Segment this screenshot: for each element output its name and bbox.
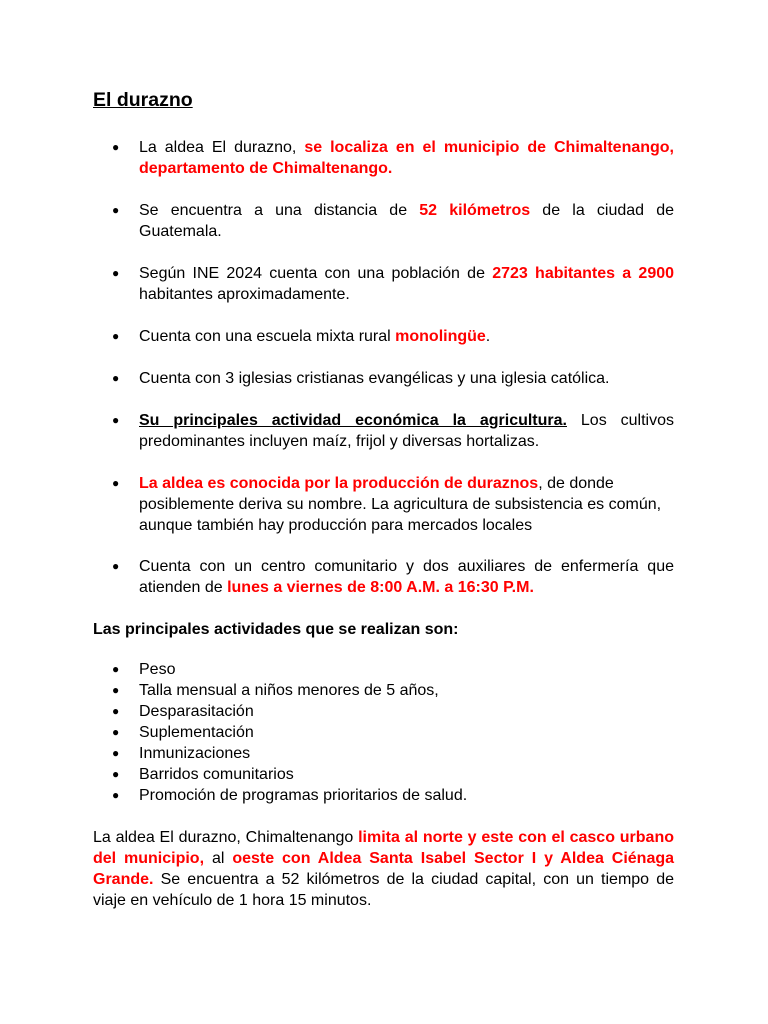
item-text: de la ciudad de Guatemala.	[139, 202, 674, 240]
list-item	[112, 764, 674, 785]
bullet-icon: ●	[112, 767, 120, 781]
item-text: , de donde posiblemente deriva su nombre. La agricultura de subsistencia es común, aunque también hay producción para mercados locales	[139, 475, 662, 534]
document-title: El durazno	[93, 89, 193, 111]
paragraph-text: Se encuentra a 52 kilómetros de la ciudad capital, con un tiempo de viaje en vehículo de 1 hora 15 minutos.	[93, 871, 674, 909]
list-item	[112, 680, 674, 701]
list-item	[112, 743, 674, 764]
list-item	[112, 556, 674, 598]
highlight-text: 2723 habitantes a 2900	[492, 265, 675, 282]
closing-paragraph	[93, 827, 674, 911]
activity-label: Barridos comunitarios	[139, 766, 294, 783]
list-item	[112, 473, 674, 536]
bullet-icon: ●	[112, 140, 120, 154]
highlight-text: lunes a viernes de 8:00 A.M. a 16:30 P.M.	[227, 579, 534, 596]
item-text: habitantes aproximadamente.	[139, 286, 350, 303]
item-text: Cuenta con 3 iglesias cristianas evangélicas y una iglesia católica.	[139, 370, 610, 387]
bullet-icon: ●	[112, 559, 120, 573]
item-text: Cuenta con una escuela mixta rural	[139, 328, 396, 345]
bullet-icon: ●	[112, 704, 120, 718]
bullet-icon: ●	[112, 203, 120, 217]
list-item	[112, 785, 674, 806]
emphasis-text: Su principales actividad económica la agricultura.	[139, 412, 567, 429]
bullet-icon: ●	[112, 683, 120, 697]
bullet-icon: ●	[112, 329, 120, 343]
activity-label: Suplementación	[139, 724, 254, 741]
item-text: Los cultivos predominantes incluyen maíz, frijol y diversas hortalizas.	[139, 412, 674, 450]
list-item	[112, 200, 674, 242]
highlight-text: 52 kilómetros	[419, 202, 531, 219]
highlight-text: monolingüe	[395, 328, 486, 345]
list-item	[112, 137, 674, 179]
bullet-icon: ●	[112, 371, 120, 385]
list-item	[112, 722, 674, 743]
highlight-text: oeste con Aldea Santa Isabel Sector I y Aldea Ciénaga Grande.	[93, 850, 675, 888]
bullet-icon: ●	[112, 788, 120, 802]
list-item	[112, 410, 674, 452]
activity-label: Desparasitación	[139, 703, 254, 720]
bullet-icon: ●	[112, 413, 120, 427]
activities-list	[112, 659, 674, 806]
item-text: La aldea El durazno,	[139, 139, 305, 156]
highlight-text: se localiza en el municipio de Chimaltenango, departamento de Chimaltenango.	[139, 139, 675, 177]
activity-label: Inmunizaciones	[139, 745, 251, 762]
highlight-text: limita al norte y este con el casco urbano del municipio,	[93, 829, 674, 867]
paragraph-text: al	[204, 850, 233, 867]
bullet-icon: ●	[112, 266, 120, 280]
item-text: .	[485, 328, 491, 345]
activity-label: Promoción de programas prioritarios de salud.	[139, 787, 468, 804]
activity-label: Peso	[139, 661, 176, 678]
activity-label: Talla mensual a niños menores de 5 años,	[139, 682, 439, 699]
bullet-icon: ●	[112, 662, 120, 676]
item-text: Según INE 2024 cuenta con una población de	[139, 265, 493, 282]
paragraph-text: La aldea El durazno, Chimaltenango	[93, 829, 359, 846]
item-text: Se encuentra a una distancia de	[139, 202, 420, 219]
list-item	[112, 263, 674, 305]
bullet-icon: ●	[112, 725, 120, 739]
bullet-icon: ●	[112, 746, 120, 760]
list-item	[112, 326, 674, 347]
bullet-icon: ●	[112, 476, 120, 490]
item-text: Cuenta con un centro comunitario y dos auxiliares de enfermería que atienden de	[139, 558, 674, 596]
list-item	[112, 701, 674, 722]
list-item	[112, 368, 674, 389]
highlight-text: La aldea es conocida por la producción de duraznos	[139, 475, 539, 492]
list-item	[112, 659, 674, 680]
activities-heading: Las principales actividades que se realizan son:	[93, 621, 459, 638]
